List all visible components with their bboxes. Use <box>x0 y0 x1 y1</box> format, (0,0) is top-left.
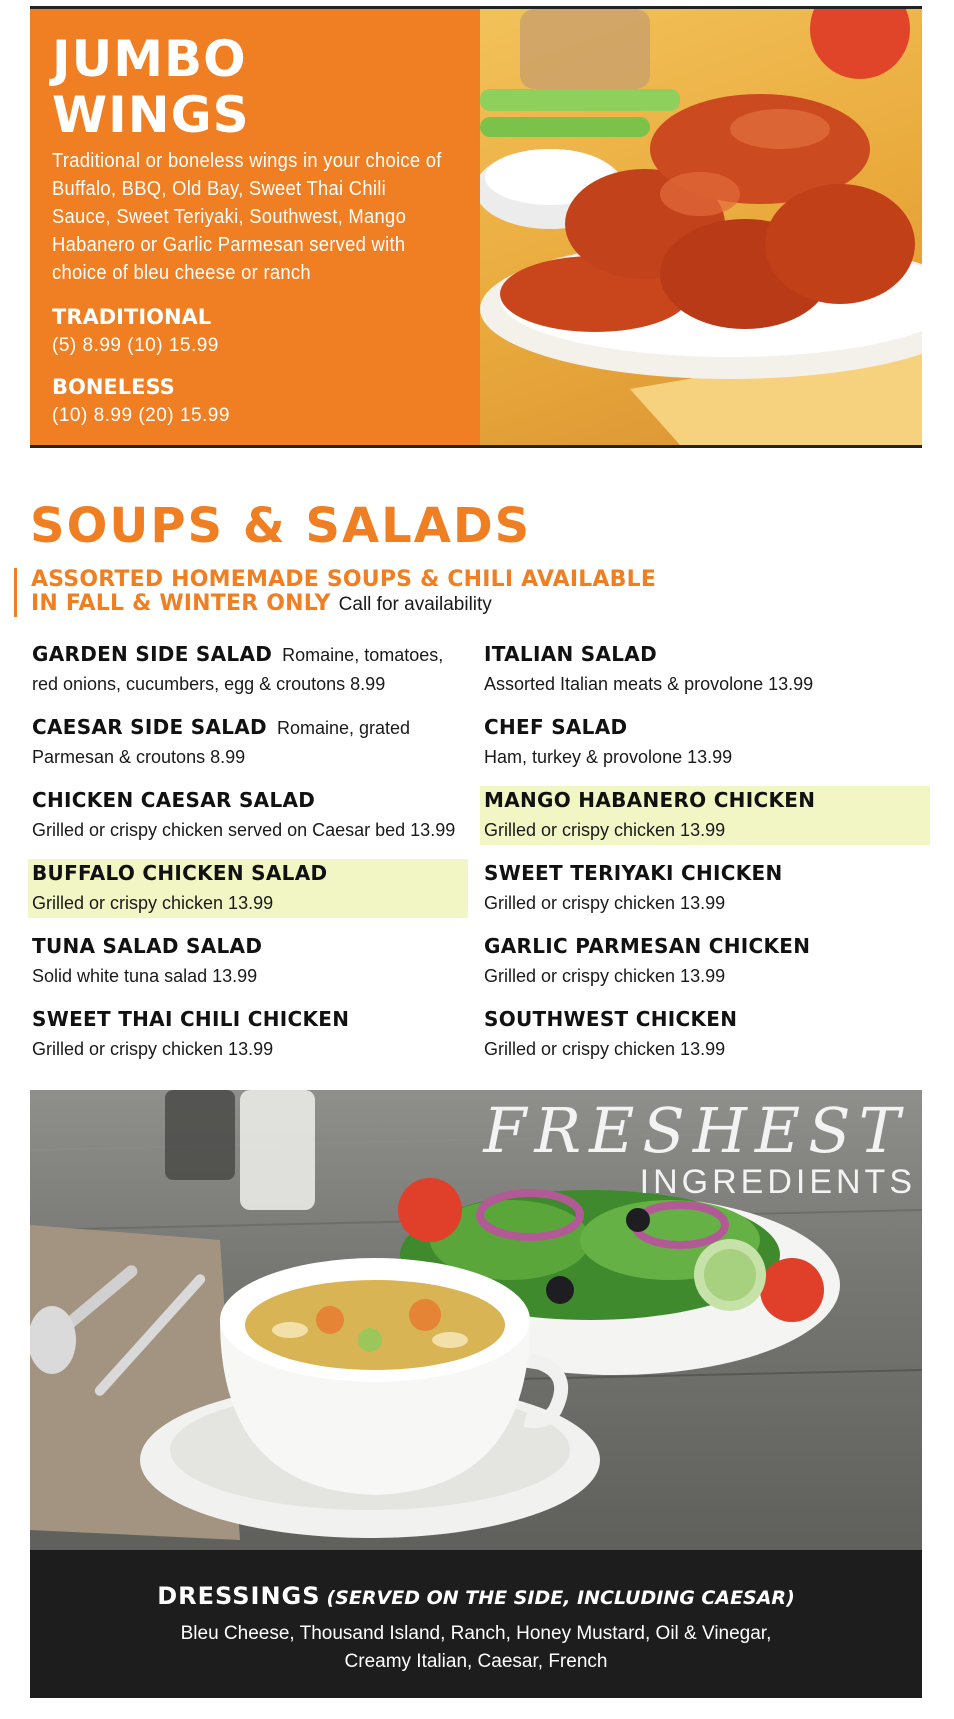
notice-call: Call for availability <box>338 594 492 615</box>
item-name: SWEET THAI CHILI CHICKEN <box>32 1007 350 1031</box>
chicken-wings-photo <box>480 9 922 445</box>
wings-text-panel <box>30 9 480 445</box>
freshest-headline: FRESHEST <box>483 1094 908 1167</box>
item-desc: Grilled or crispy chicken 13.99 <box>484 893 726 913</box>
menu-item <box>28 713 468 772</box>
menu-item <box>28 640 468 699</box>
dressings-band <box>30 1550 922 1698</box>
chicken-wings-photo-icon <box>480 9 922 445</box>
menu-item <box>480 859 930 918</box>
soups-notice <box>14 568 656 617</box>
item-name: ITALIAN SALAD <box>484 642 657 666</box>
dressings-heading <box>30 1580 922 1616</box>
item-desc: Solid white tuna salad 13.99 <box>32 966 258 986</box>
menu-item-highlighted <box>28 859 468 918</box>
item-desc: Grilled or crispy chicken 13.99 <box>484 1039 726 1059</box>
left-menu-column <box>28 640 468 1078</box>
dressings-subtitle: (SERVED ON THE SIDE, INCLUDING CAESAR) <box>326 1587 795 1609</box>
menu-item <box>28 786 468 845</box>
right-menu-column <box>480 640 930 1078</box>
notice-line-2 <box>31 592 656 617</box>
item-name: TUNA SALAD SALAD <box>32 934 263 958</box>
item-desc: Grilled or crispy chicken served on Caesar bed 13.99 <box>32 820 456 840</box>
traditional-label: TRADITIONAL <box>52 305 212 329</box>
item-desc: Ham, turkey & provolone 13.99 <box>484 747 733 767</box>
menu-item <box>28 1005 468 1064</box>
menu-item <box>480 640 930 699</box>
item-name: SOUTHWEST CHICKEN <box>484 1007 738 1031</box>
item-desc: Romaine, tomatoes, red onions, cucumbers, egg & croutons 8.99 <box>32 645 444 694</box>
item-name: SWEET TERIYAKI CHICKEN <box>484 861 783 885</box>
item-name: GARLIC PARMESAN CHICKEN <box>484 934 811 958</box>
wings-title: JUMBO WINGS <box>52 30 250 144</box>
boneless-label: BONELESS <box>52 375 175 399</box>
notice-line-1: ASSORTED HOMEMADE SOUPS & CHILI AVAILABLE <box>31 567 657 592</box>
item-name: GARDEN SIDE SALAD <box>32 642 273 666</box>
dressings-list: Bleu Cheese, Thousand Island, Ranch, Honey Mustard, Oil & Vinegar, Creamy Italian, Caesar, French <box>180 1623 772 1672</box>
traditional-prices: (5) 8.99 (10) 15.99 <box>52 335 219 356</box>
wings-description: Traditional or boneless wings in your choice of Buffalo, BBQ, Old Bay, Sweet Thai Chili Sauce, Sweet Teriyaki, Southwest, Mango Habanero or Garlic Parmesan served with choice of bleu cheese or ranch <box>52 150 442 284</box>
item-name: BUFFALO CHICKEN SALAD <box>32 861 328 885</box>
soup-and-salad-photo <box>30 1090 922 1550</box>
menu-item <box>480 1005 930 1064</box>
item-desc: Romaine, grated Parmesan & croutons 8.99 <box>32 718 411 767</box>
item-desc: Grilled or crispy chicken 13.99 <box>484 820 726 840</box>
item-desc: Assorted Italian meats & provolone 13.99 <box>484 674 814 694</box>
menu-item-highlighted <box>480 786 930 845</box>
item-name: CHEF SALAD <box>484 715 628 739</box>
menu-item <box>480 932 930 991</box>
item-desc: Grilled or crispy chicken 13.99 <box>32 1039 274 1059</box>
item-name: CHICKEN CAESAR SALAD <box>32 788 316 812</box>
item-desc: Grilled or crispy chicken 13.99 <box>484 966 726 986</box>
item-name: CAESAR SIDE SALAD <box>32 715 267 739</box>
boneless-prices: (10) 8.99 (20) 15.99 <box>52 405 230 426</box>
dressings-title: DRESSINGS <box>157 1582 321 1610</box>
item-name: MANGO HABANERO CHICKEN <box>484 788 816 812</box>
item-desc: Grilled or crispy chicken 13.99 <box>32 893 274 913</box>
menu-item <box>28 932 468 991</box>
menu-item <box>480 713 930 772</box>
wings-banner <box>30 6 922 448</box>
ingredients-subline: INGREDIENTS <box>639 1163 916 1201</box>
notice-line-2-text: IN FALL & WINTER ONLY <box>31 591 331 616</box>
soups-salads-title: SOUPS & SALADS <box>30 498 532 554</box>
